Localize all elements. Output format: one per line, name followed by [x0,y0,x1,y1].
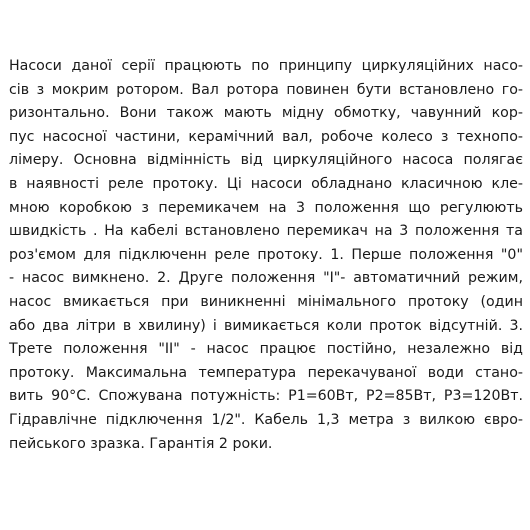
text-line: в наявності реле протоку. Ці насоси обладнано класичною кле- [9,175,523,192]
text-line: протоку. Максимальна температура перекачуваної води стано- [9,364,523,381]
text-line: мною коробкою з перемикачем на 3 положення що регулюють [9,199,523,216]
text-line: Насоси даної серії працюють по принципу циркуляційних насо- [9,58,523,74]
text-line: лімеру. Основна відмінність від циркуляційного насоса полягає [9,152,523,169]
text-line: Гідравлічне підключення 1/2". Кабель 1,3 метра з вилкою євро- [9,411,523,428]
text-line: вить 90°С. Спожувана потужність: P1=60Вт, P2=85Вт, P3=120Вт. [9,388,523,405]
text-line: Трете положення "II" - насос працює постійно, незалежно від [9,341,523,358]
text-line: сів з мокрим ротором. Вал ротора повинен бути встановлено го- [9,81,523,98]
text-line: або два літри в хвилину) і вимикається коли проток відсутній. 3. [9,317,523,334]
text-line: швидкість . На кабелі встановлено перемикач на 3 положення та [9,223,523,240]
product-description [9,55,523,456]
text-line: пус насосної частини, керамічний вал, робоче колесо з технопо- [9,128,523,145]
text-line: ризонтально. Вони також мають мідну обмотку, чавунний кор- [9,105,523,122]
text-line: насос вмикається при виникненні мінімального протоку (один [9,293,523,310]
text-line: - насос вимкнено. 2. Друге положення "I"- автоматичний режим, [9,270,523,287]
text-line: пейського зразка. Гарантія 2 роки. [9,435,273,452]
text-line: роз'ємом для підключенн реле протоку. 1. Перше положення "0" [9,246,523,263]
